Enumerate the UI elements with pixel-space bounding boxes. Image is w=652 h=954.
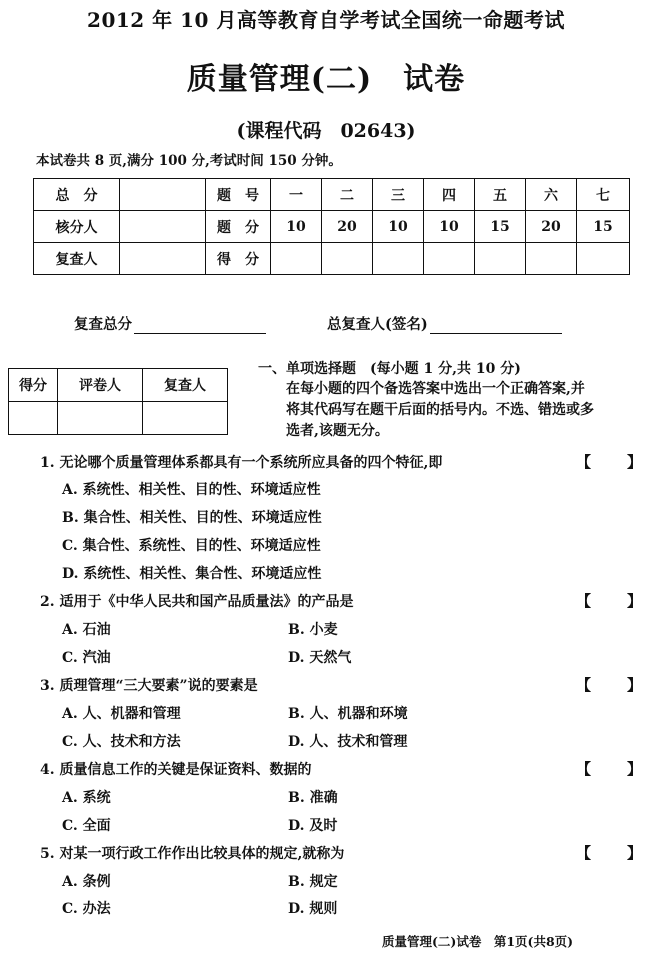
rechecker-label: 复查人 — [34, 243, 120, 275]
question-option: D. 人、技术和管理 — [288, 734, 408, 750]
page-footer: 质量管理(二)试卷 第1页(共8页) — [382, 934, 574, 949]
total-score-label: 总 分 — [34, 179, 120, 211]
chief-rechecker-line — [430, 319, 562, 334]
question-number-label: 题 号 — [206, 179, 271, 211]
grader-cell — [58, 402, 143, 435]
instruction-line: 将其代码写在题干后面的括号内。不选、错选或多 — [286, 402, 594, 418]
obtained-score-cell — [322, 243, 373, 275]
question-option: A. 系统 — [62, 790, 111, 806]
rechecker-cell — [120, 243, 206, 275]
answer-bracket[interactable] — [576, 842, 642, 863]
obtained-score-cell — [475, 243, 526, 275]
question-option: B. 小麦 — [288, 622, 338, 638]
section-title: 一、单项选择题 (每小题 1 分,共 10 分) — [258, 361, 521, 377]
grader-label: 评卷人 — [58, 369, 143, 402]
total-score-cell — [120, 179, 206, 211]
bracket-close: 】 — [627, 676, 643, 694]
question-option: A. 条例 — [62, 874, 111, 890]
instruction-line: 在每小题的四个备选答案中选出一个正确答案,并 — [286, 381, 585, 397]
question-stem: 3. 质理管理“三大要素”说的要素是 — [40, 678, 258, 694]
grader-table — [8, 368, 228, 435]
course-code: (课程代码 02643) — [236, 120, 416, 142]
recheck-total-line — [134, 319, 266, 334]
question-option: A. 人、机器和管理 — [62, 706, 181, 722]
question-number: 一 — [271, 179, 322, 211]
bracket-open: 【 — [576, 453, 592, 471]
question-stem: 5. 对某一项行政工作作出比较具体的规定,就称为 — [40, 846, 345, 862]
obtained-score-cell — [424, 243, 475, 275]
obtained-score-cell — [577, 243, 630, 275]
bracket-close: 】 — [627, 453, 643, 471]
question-number: 六 — [526, 179, 577, 211]
question-points: 20 — [322, 211, 373, 243]
question-points: 10 — [271, 211, 322, 243]
question-number: 四 — [424, 179, 475, 211]
grader-rechecker-cell — [143, 402, 228, 435]
checker-label: 核分人 — [34, 211, 120, 243]
question-points: 10 — [373, 211, 424, 243]
bracket-close: 】 — [627, 760, 643, 778]
section-instructions — [286, 379, 648, 442]
bracket-close: 】 — [627, 592, 643, 610]
exam-notice: 本试卷共 8 页,满分 100 分,考试时间 150 分钟。 — [36, 153, 342, 169]
question-number: 七 — [577, 179, 630, 211]
checker-cell — [120, 211, 206, 243]
score-summary-table — [33, 178, 630, 275]
bracket-open: 【 — [576, 844, 592, 862]
question-number: 二 — [322, 179, 373, 211]
question-option: B. 集合性、相关性、目的性、环境适应性 — [62, 510, 322, 526]
question-points-label: 题 分 — [206, 211, 271, 243]
question-option: A. 系统性、相关性、目的性、环境适应性 — [62, 482, 321, 498]
question-points: 20 — [526, 211, 577, 243]
instruction-line: 选者,该题无分。 — [286, 423, 389, 439]
question-option: D. 及时 — [288, 818, 338, 834]
answer-bracket[interactable] — [576, 758, 642, 779]
question-points: 15 — [577, 211, 630, 243]
question-points: 10 — [424, 211, 475, 243]
question-option: D. 规则 — [288, 901, 338, 917]
answer-bracket[interactable] — [576, 451, 642, 472]
grader-score-label: 得分 — [9, 369, 58, 402]
bracket-open: 【 — [576, 592, 592, 610]
question-option: A. 石油 — [62, 622, 111, 638]
exam-subject-title: 质量管理(二) 试卷 — [186, 62, 466, 97]
question-number: 三 — [373, 179, 424, 211]
grader-rechecker-label: 复查人 — [143, 369, 228, 402]
answer-bracket[interactable] — [576, 590, 642, 611]
exam-header-title: 2012 年 10 月高等教育自学考试全国统一命题考试 — [87, 8, 565, 32]
bracket-open: 【 — [576, 760, 592, 778]
obtained-score-cell — [271, 243, 322, 275]
chief-rechecker-field — [327, 313, 562, 334]
answer-bracket[interactable] — [576, 674, 642, 695]
question-stem: 1. 无论哪个质量管理体系都具有一个系统所应具备的四个特征,即 — [40, 455, 443, 471]
question-option: C. 人、技术和方法 — [62, 734, 181, 750]
obtained-score-cell — [526, 243, 577, 275]
obtained-score-label: 得 分 — [206, 243, 271, 275]
obtained-score-cell — [373, 243, 424, 275]
bracket-close: 】 — [627, 844, 643, 862]
question-option: C. 集合性、系统性、目的性、环境适应性 — [62, 538, 321, 554]
question-option: C. 汽油 — [62, 650, 111, 666]
recheck-total-label: 复查总分 — [74, 316, 132, 333]
question-option: B. 人、机器和环境 — [288, 706, 408, 722]
grader-score-cell — [9, 402, 58, 435]
question-number: 五 — [475, 179, 526, 211]
question-points: 15 — [475, 211, 526, 243]
question-option: B. 准确 — [288, 790, 338, 806]
recheck-total-field — [74, 313, 266, 334]
question-stem: 4. 质量信息工作的关键是保证资料、数据的 — [40, 762, 312, 778]
question-option: C. 全面 — [62, 818, 111, 834]
question-option: D. 天然气 — [288, 650, 352, 666]
bracket-open: 【 — [576, 676, 592, 694]
question-option: C. 办法 — [62, 901, 111, 917]
question-stem: 2. 适用于《中华人民共和国产品质量法》的产品是 — [40, 594, 354, 610]
chief-rechecker-label: 总复查人(签名) — [327, 316, 428, 333]
question-option: D. 系统性、相关性、集合性、环境适应性 — [62, 566, 322, 582]
question-option: B. 规定 — [288, 874, 338, 890]
